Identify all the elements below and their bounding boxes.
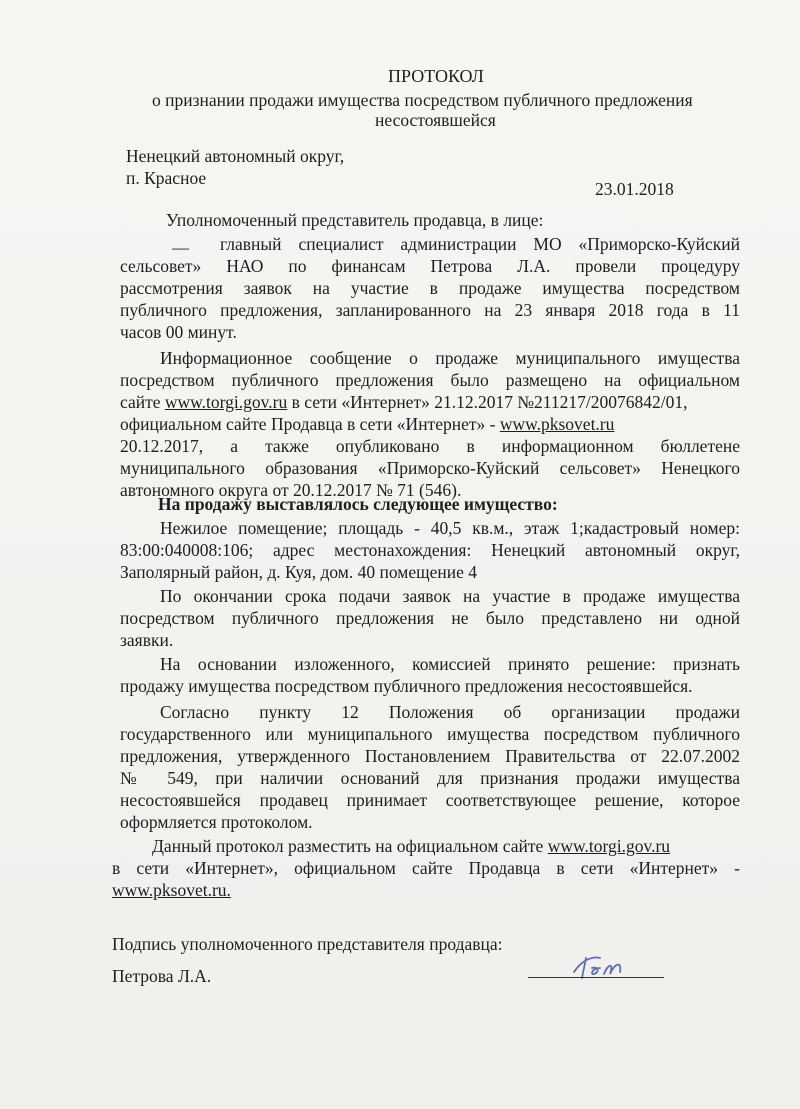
- signatory-name: Петрова Л.А.: [112, 966, 212, 986]
- info-text: сайте: [120, 392, 165, 412]
- rule-line: оформляется протоколом.: [120, 812, 313, 832]
- pksovet-link[interactable]: www.pksovet.ru: [499, 414, 615, 434]
- info-line: Информационное сообщение о продаже муниципального имущества: [160, 348, 740, 368]
- result-line: По окончании срока подачи заявок на участие в продаже имущества: [160, 586, 740, 606]
- info-line: [120, 414, 614, 434]
- info-text: официальном сайте Продавца в сети «Интернет» -: [120, 414, 500, 434]
- publish-text: Данный протокол разместить на официальном сайте: [152, 836, 548, 856]
- place-settlement: п. Красное: [126, 168, 207, 188]
- info-line: 20.12.2017, а также опубликовано в информационном бюллетене: [120, 436, 740, 456]
- property-line: Заполярный район, д. Куя, дом. 40 помещение 4: [120, 562, 477, 582]
- torgi-link[interactable]: www.torgi.gov.ru: [164, 392, 288, 412]
- place-region: Ненецкий автономный округ,: [126, 146, 345, 166]
- dash-bullet-icon: —: [172, 238, 189, 257]
- document-subtitle-cont: несостоявшейся: [375, 110, 496, 130]
- publish-line: в сети «Интернет», официальном сайте Продавца в сети «Интернет» -: [112, 858, 740, 878]
- rule-line: № 549, при наличии оснований для признания продажи имущества: [120, 768, 740, 788]
- rule-line: предложения, утвержденного Постановлением Правительства от 22.07.2002: [120, 746, 740, 766]
- document-date: 23.01.2018: [595, 179, 674, 199]
- intro-line: часов 00 минут.: [120, 322, 237, 342]
- publish-line: [152, 836, 670, 856]
- intro-line: рассмотрения заявок на участие в продаже имущества посредством: [120, 278, 740, 298]
- property-line: 83:00:040008:106; адрес местонахождения: Ненецкий автономный округ,: [120, 540, 740, 560]
- intro-line: главный специалист администрации МО «Приморско-Куйский: [220, 234, 740, 254]
- decision-line: продажу имущества посредством публичного предложения несостоявшейся.: [120, 676, 693, 696]
- decision-line: На основании изложенного, комиссией принято решение: признать: [160, 654, 740, 674]
- info-text: в сети «Интернет» 21.12.2017 №211217/20076842/01,: [287, 392, 688, 412]
- handwritten-signature-icon: [570, 950, 630, 984]
- property-heading: На продажу выставлялось следующее имущество:: [158, 494, 558, 514]
- info-line: [120, 392, 740, 412]
- document-subtitle: о признании продажи имущества посредством публичного предложения: [152, 90, 693, 110]
- document-title: ПРОТОКОЛ: [388, 66, 484, 86]
- signature-line: [528, 977, 664, 978]
- rule-line: Согласно пункту 12 Положения об организации продажи: [160, 702, 740, 722]
- signature-label: Подпись уполномоченного представителя продавца:: [112, 934, 503, 954]
- intro-line: сельсовет» НАО по финансам Петрова Л.А. провели процедуру: [120, 256, 740, 276]
- intro-line: публичного предложения, запланированного на 23 января 2018 года в 11: [120, 300, 740, 320]
- result-line: заявки.: [120, 630, 174, 650]
- torgi-link[interactable]: www.torgi.gov.ru: [547, 836, 671, 856]
- info-line: посредством публичного предложения было размещено на официальном: [120, 370, 740, 390]
- rule-line: государственного или муниципального имущества посредством публичного: [120, 724, 740, 744]
- intro-lead: Уполномоченный представитель продавца, в лице:: [166, 210, 544, 230]
- info-line: автономного округа от 20.12.2017 № 71 (546).: [120, 480, 462, 500]
- property-line: Нежилое помещение; площадь - 40,5 кв.м., этаж 1;кадастровый номер:: [160, 518, 740, 538]
- result-line: посредством публичного предложения не было представлено ни одной: [120, 608, 740, 628]
- info-line: муниципального образования «Приморско-Куйский сельсовет» Ненецкого: [120, 458, 740, 478]
- rule-line: несостоявшейся продавец принимает соответствующее решение, которое: [120, 790, 740, 810]
- pksovet-link[interactable]: www.pksovet.ru.: [112, 880, 231, 900]
